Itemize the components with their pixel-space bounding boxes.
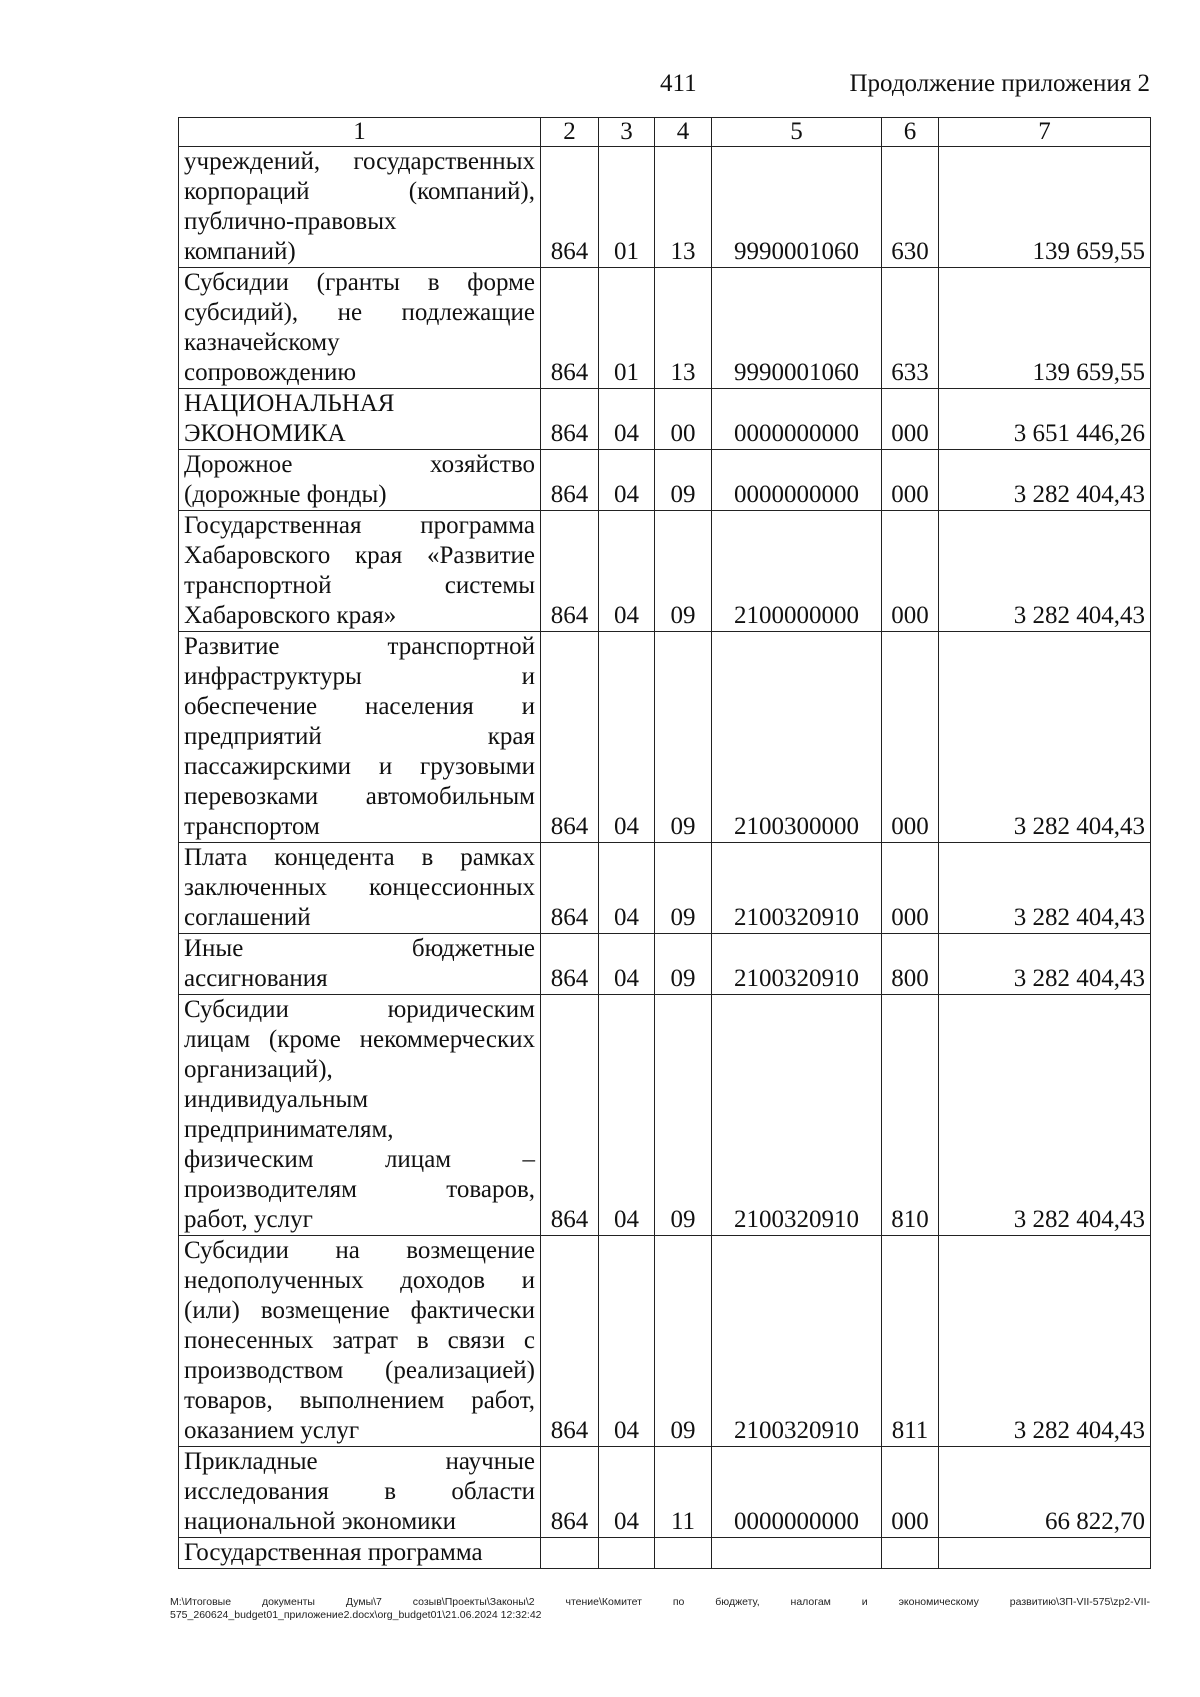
expenditure-name-cell bbox=[179, 1236, 541, 1447]
subsection-code-cell: 09 bbox=[655, 934, 712, 995]
subsection-code-cell: 09 bbox=[655, 511, 712, 632]
table-row bbox=[179, 1447, 1151, 1538]
expenditure-name-line: индивидуальным bbox=[184, 1086, 369, 1113]
target-article-cell: 9990001060 bbox=[712, 268, 882, 389]
table-row bbox=[179, 389, 1151, 450]
expenditure-name-line: НАЦИОНАЛЬНАЯ bbox=[184, 390, 395, 417]
expenditure-name-line: Плата концедента в рамках bbox=[184, 844, 535, 871]
expenditure-name-line: Дорожное хозяйство bbox=[184, 451, 535, 478]
section-code-cell: 04 bbox=[599, 450, 655, 511]
expenditure-name-line: национальной экономики bbox=[184, 1508, 457, 1535]
expenditure-name-line: транспортом bbox=[184, 813, 320, 840]
expenditure-name-line: Прикладные научные bbox=[184, 1448, 535, 1475]
expenditure-name-cell bbox=[179, 995, 541, 1236]
expenditure-name-line: транспортной системы bbox=[184, 572, 535, 599]
table-body bbox=[179, 147, 1151, 1569]
amount-cell: 139 659,55 bbox=[939, 147, 1151, 268]
target-article-cell: 2100320910 bbox=[712, 995, 882, 1236]
expense-type-cell: 800 bbox=[882, 934, 939, 995]
subsection-code-cell: 00 bbox=[655, 389, 712, 450]
expenditure-name-line: товаров, выполнением работ, bbox=[184, 1387, 535, 1414]
expenditure-name-line: обеспечение населения и bbox=[184, 693, 535, 720]
column-header: 2 bbox=[541, 118, 599, 147]
ministry-code-cell: 864 bbox=[541, 1447, 599, 1538]
subsection-code-cell: 09 bbox=[655, 995, 712, 1236]
section-code-cell: 01 bbox=[599, 268, 655, 389]
section-code-cell: 04 bbox=[599, 843, 655, 934]
expenditure-name-line: ЭКОНОМИКА bbox=[184, 420, 346, 447]
target-article-cell: 0000000000 bbox=[712, 1447, 882, 1538]
expenditure-name-line: учреждений, государственных bbox=[184, 148, 535, 175]
expenditure-name-line: публично-правовых bbox=[184, 208, 397, 235]
expenditure-name-cell bbox=[179, 632, 541, 843]
expenditure-name-line: предпринимателям, bbox=[184, 1116, 394, 1143]
target-article-cell: 2100000000 bbox=[712, 511, 882, 632]
expense-type-cell: 000 bbox=[882, 511, 939, 632]
target-article-cell: 0000000000 bbox=[712, 450, 882, 511]
ministry-code-cell: 864 bbox=[541, 995, 599, 1236]
expenditure-name-cell bbox=[179, 450, 541, 511]
expenditure-name-line: Субсидии на возмещение bbox=[184, 1237, 535, 1264]
expenditure-name-line: лицам (кроме некоммерческих bbox=[184, 1026, 535, 1053]
expense-type-cell: 000 bbox=[882, 843, 939, 934]
ministry-code-cell bbox=[541, 1538, 599, 1569]
table-row bbox=[179, 1236, 1151, 1447]
expenditure-name-line: сопровождению bbox=[184, 359, 357, 386]
amount-cell: 3 282 404,43 bbox=[939, 843, 1151, 934]
expenditure-name-line: недополученных доходов и bbox=[184, 1267, 535, 1294]
section-code-cell: 04 bbox=[599, 1447, 655, 1538]
column-header: 1 bbox=[179, 118, 541, 147]
table-row bbox=[179, 450, 1151, 511]
target-article-cell: 0000000000 bbox=[712, 389, 882, 450]
expenditure-name-line: корпораций (компаний), bbox=[184, 178, 535, 205]
expenditure-name-line: соглашений bbox=[184, 904, 311, 931]
continuation-heading: Продолжение приложения 2 bbox=[849, 70, 1150, 97]
section-code-cell bbox=[599, 1538, 655, 1569]
expenditure-name-cell bbox=[179, 147, 541, 268]
expenditure-name-line: (или) возмещение фактически bbox=[184, 1297, 535, 1324]
target-article-cell: 2100300000 bbox=[712, 632, 882, 843]
subsection-code-cell: 09 bbox=[655, 843, 712, 934]
subsection-code-cell bbox=[655, 1538, 712, 1569]
expense-type-cell: 000 bbox=[882, 1447, 939, 1538]
expenditure-name-line: Развитие транспортной bbox=[184, 633, 535, 660]
expenditure-name-line: производителям товаров, bbox=[184, 1176, 535, 1203]
target-article-cell: 2100320910 bbox=[712, 1236, 882, 1447]
subsection-code-cell: 11 bbox=[655, 1447, 712, 1538]
ministry-code-cell: 864 bbox=[541, 632, 599, 843]
budget-table bbox=[178, 117, 1151, 1569]
subsection-code-cell: 09 bbox=[655, 1236, 712, 1447]
section-code-cell: 04 bbox=[599, 632, 655, 843]
ministry-code-cell: 864 bbox=[541, 843, 599, 934]
ministry-code-cell: 864 bbox=[541, 147, 599, 268]
expenditure-name-line: Государственная программа bbox=[184, 512, 535, 539]
expenditure-name-line: субсидий), не подлежащие bbox=[184, 299, 535, 326]
expenditure-name-line: пассажирскими и грузовыми bbox=[184, 753, 535, 780]
subsection-code-cell: 09 bbox=[655, 450, 712, 511]
table-row bbox=[179, 934, 1151, 995]
expenditure-name-line: исследования в области bbox=[184, 1478, 535, 1505]
section-code-cell: 04 bbox=[599, 995, 655, 1236]
expenditure-name-line: работ, услуг bbox=[184, 1206, 313, 1233]
table-row bbox=[179, 268, 1151, 389]
amount-cell: 3 282 404,43 bbox=[939, 1236, 1151, 1447]
target-article-cell: 2100320910 bbox=[712, 843, 882, 934]
expense-type-cell: 000 bbox=[882, 632, 939, 843]
expense-type-cell: 633 bbox=[882, 268, 939, 389]
column-header: 4 bbox=[655, 118, 712, 147]
amount-cell: 3 282 404,43 bbox=[939, 450, 1151, 511]
ministry-code-cell: 864 bbox=[541, 934, 599, 995]
amount-cell bbox=[939, 1538, 1151, 1569]
expense-type-cell: 000 bbox=[882, 389, 939, 450]
column-header: 6 bbox=[882, 118, 939, 147]
expense-type-cell: 630 bbox=[882, 147, 939, 268]
section-code-cell: 04 bbox=[599, 389, 655, 450]
expenditure-name-line: Хабаровского края» bbox=[184, 602, 397, 629]
table-header-row bbox=[179, 118, 1151, 147]
expenditure-name-cell bbox=[179, 1447, 541, 1538]
amount-cell: 66 822,70 bbox=[939, 1447, 1151, 1538]
ministry-code-cell: 864 bbox=[541, 511, 599, 632]
subsection-code-cell: 09 bbox=[655, 632, 712, 843]
expenditure-name-line: Субсидии юридическим bbox=[184, 996, 535, 1023]
amount-cell: 3 282 404,43 bbox=[939, 511, 1151, 632]
ministry-code-cell: 864 bbox=[541, 1236, 599, 1447]
amount-cell: 3 651 446,26 bbox=[939, 389, 1151, 450]
section-code-cell: 04 bbox=[599, 934, 655, 995]
column-header: 5 bbox=[712, 118, 882, 147]
ministry-code-cell: 864 bbox=[541, 389, 599, 450]
expenditure-name-line: Государственная программа bbox=[184, 1539, 483, 1566]
table-row bbox=[179, 1538, 1151, 1569]
ministry-code-cell: 864 bbox=[541, 450, 599, 511]
expenditure-name-line: перевозками автомобильным bbox=[184, 783, 535, 810]
expenditure-name-cell bbox=[179, 934, 541, 995]
expenditure-name-line: компаний) bbox=[184, 238, 296, 265]
expense-type-cell: 811 bbox=[882, 1236, 939, 1447]
expenditure-name-line: казначейскому bbox=[184, 329, 340, 356]
expenditure-name-line: Хабаровского края «Развитие bbox=[184, 542, 535, 569]
expenditure-name-cell bbox=[179, 1538, 541, 1569]
expenditure-name-line: инфраструктуры и bbox=[184, 663, 535, 690]
section-code-cell: 01 bbox=[599, 147, 655, 268]
expense-type-cell: 810 bbox=[882, 995, 939, 1236]
expenditure-name-cell bbox=[179, 389, 541, 450]
table-row bbox=[179, 632, 1151, 843]
expenditure-name-line: физическим лицам – bbox=[184, 1146, 535, 1173]
amount-cell: 3 282 404,43 bbox=[939, 632, 1151, 843]
target-article-cell bbox=[712, 1538, 882, 1569]
page-number: 411 bbox=[660, 70, 697, 97]
amount-cell: 139 659,55 bbox=[939, 268, 1151, 389]
expenditure-name-cell bbox=[179, 268, 541, 389]
expenditure-name-line: организаций), bbox=[184, 1056, 333, 1083]
section-code-cell: 04 bbox=[599, 511, 655, 632]
expenditure-name-line: ассигнования bbox=[184, 965, 328, 992]
expenditure-name-line: (дорожные фонды) bbox=[184, 481, 387, 508]
expenditure-name-line: Иные бюджетные bbox=[184, 935, 535, 962]
subsection-code-cell: 13 bbox=[655, 268, 712, 389]
table-row bbox=[179, 843, 1151, 934]
expenditure-name-line: понесенных затрат в связи с bbox=[184, 1327, 535, 1354]
table-row bbox=[179, 147, 1151, 268]
expenditure-name-line: предприятий края bbox=[184, 723, 535, 750]
amount-cell: 3 282 404,43 bbox=[939, 995, 1151, 1236]
column-header: 3 bbox=[599, 118, 655, 147]
amount-cell: 3 282 404,43 bbox=[939, 934, 1151, 995]
expenditure-name-line: оказанием услуг bbox=[184, 1417, 360, 1444]
expense-type-cell bbox=[882, 1538, 939, 1569]
expenditure-name-line: производством (реализацией) bbox=[184, 1357, 535, 1384]
table-row bbox=[179, 995, 1151, 1236]
expense-type-cell: 000 bbox=[882, 450, 939, 511]
table-row bbox=[179, 511, 1151, 632]
target-article-cell: 9990001060 bbox=[712, 147, 882, 268]
target-article-cell: 2100320910 bbox=[712, 934, 882, 995]
expenditure-name-line: Субсидии (гранты в форме bbox=[184, 269, 535, 296]
column-header: 7 bbox=[939, 118, 1151, 147]
ministry-code-cell: 864 bbox=[541, 268, 599, 389]
expenditure-name-cell bbox=[179, 511, 541, 632]
expenditure-name-line: заключенных концессионных bbox=[184, 874, 535, 901]
section-code-cell: 04 bbox=[599, 1236, 655, 1447]
document-path-footer: М:\Итоговые документы Думы\7 созыв\Проекты\Законы\2 чтение\Комитет по бюджету, налогам и экономическому развитию\ЗП-VII-575\zp2-VII-575_260624_budget01_приложение2.docx\org_budget01\21.06.2024 12:32:42 bbox=[170, 1596, 1150, 1621]
expenditure-name-cell bbox=[179, 843, 541, 934]
subsection-code-cell: 13 bbox=[655, 147, 712, 268]
